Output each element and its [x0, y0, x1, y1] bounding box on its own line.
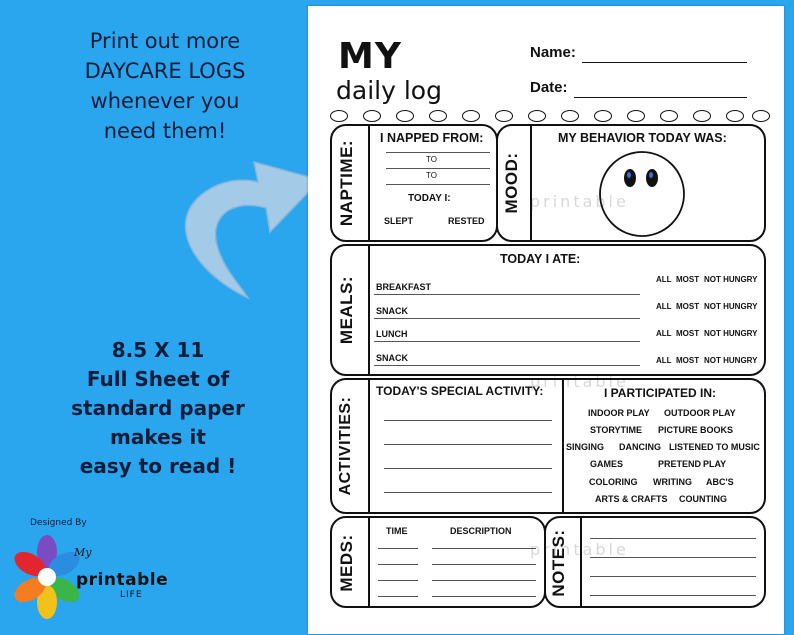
binder-hole — [726, 110, 744, 122]
binder-hole — [752, 110, 770, 122]
binder-hole — [561, 110, 579, 122]
notes-label: NOTES: — [549, 529, 568, 597]
activity-option[interactable]: OUTDOOR PLAY — [664, 408, 736, 418]
notes-line[interactable] — [590, 538, 756, 539]
meal-line[interactable] — [374, 318, 640, 319]
binder-hole — [495, 110, 513, 122]
watermark-text: printable — [530, 372, 629, 391]
activity-line[interactable] — [384, 420, 552, 421]
med-time-line[interactable] — [378, 596, 418, 597]
mood-header: MY BEHAVIOR TODAY WAS: — [558, 131, 727, 145]
divider — [368, 244, 370, 376]
meals-header: TODAY I ATE: — [500, 252, 581, 266]
meal-label: BREAKFAST — [376, 282, 432, 292]
activity-option[interactable]: COUNTING — [679, 494, 727, 504]
time-header: TIME — [386, 526, 408, 536]
activity-line[interactable] — [384, 492, 552, 493]
activity-option[interactable]: STORYTIME — [590, 425, 643, 435]
naptime-label: NAPTIME: — [337, 139, 356, 227]
meal-option[interactable]: NOT HUNGRY — [704, 275, 758, 284]
binder-hole — [693, 110, 711, 122]
promo-line: Full Sheet of — [86, 367, 230, 391]
brand-my: My — [74, 546, 92, 559]
med-desc-line[interactable] — [432, 596, 536, 597]
meal-label: SNACK — [376, 306, 409, 316]
meal-line[interactable] — [374, 341, 640, 342]
promo-line: Print out more — [89, 29, 241, 53]
activity-option[interactable]: PICTURE BOOKS — [658, 425, 734, 435]
meal-option[interactable]: ALL — [656, 329, 672, 338]
brand-name: printable — [76, 570, 169, 590]
activity-option[interactable]: ABC'S — [706, 477, 734, 487]
naptime-header: I NAPPED FROM: — [380, 131, 484, 145]
binder-hole — [462, 110, 480, 122]
promo-line: makes it — [110, 425, 206, 449]
binder-hole — [396, 110, 414, 122]
slept-option[interactable]: SLEPT — [384, 216, 414, 226]
to-label: TO — [426, 155, 437, 164]
activity-option[interactable]: LISTENED TO MUSIC — [669, 442, 760, 452]
med-time-line[interactable] — [378, 580, 418, 581]
binder-hole — [330, 110, 348, 122]
brand-life: LIFE — [120, 590, 143, 600]
med-desc-line[interactable] — [432, 548, 536, 549]
nap-to-line[interactable] — [386, 184, 490, 185]
brand-logo — [12, 532, 169, 627]
activity-option[interactable]: ARTS & CRAFTS — [595, 494, 668, 504]
date-field[interactable] — [574, 97, 747, 98]
activity-option[interactable]: INDOOR PLAY — [588, 408, 650, 418]
activity-line[interactable] — [384, 468, 552, 469]
meal-label: LUNCH — [376, 329, 408, 339]
nap-from-line[interactable] — [386, 152, 490, 153]
meal-option[interactable]: ALL — [656, 356, 672, 365]
meal-option[interactable]: ALL — [656, 302, 672, 311]
meal-option[interactable]: ALL — [656, 275, 672, 284]
binder-hole — [429, 110, 447, 122]
binder-hole — [363, 110, 381, 122]
notes-line[interactable] — [590, 595, 756, 596]
name-field[interactable] — [582, 62, 747, 63]
meds-label: MEDS: — [337, 534, 356, 592]
divider — [530, 124, 532, 242]
promo-line: 8.5 X 11 — [111, 338, 205, 362]
meal-label: SNACK — [376, 353, 409, 363]
binder-hole — [528, 110, 546, 122]
binder-hole — [660, 110, 678, 122]
description-header: DESCRIPTION — [450, 526, 512, 536]
watermark-text: printable — [530, 192, 629, 211]
activity-option[interactable]: WRITING — [653, 477, 692, 487]
divider — [580, 516, 582, 608]
promo-line: standard paper — [71, 396, 245, 420]
mood-label: MOOD: — [502, 152, 521, 214]
divider — [368, 516, 370, 608]
med-desc-line[interactable] — [432, 580, 536, 581]
activity-option[interactable]: SINGING — [566, 442, 605, 452]
daily-log-sheet — [308, 6, 784, 634]
name-label: Name: — [530, 44, 576, 61]
divider — [562, 378, 564, 514]
binder-hole — [594, 110, 612, 122]
med-time-line[interactable] — [378, 548, 418, 549]
promo-line: easy to read ! — [79, 454, 237, 478]
meal-line[interactable] — [374, 294, 640, 295]
promo-line: whenever you — [90, 89, 240, 113]
today-label: TODAY I: — [408, 193, 451, 204]
meal-option[interactable]: NOT HUNGRY — [704, 302, 758, 311]
rested-option[interactable]: RESTED — [448, 216, 485, 226]
activity-line[interactable] — [384, 444, 552, 445]
meals-label: MEALS: — [337, 275, 356, 345]
participated-header: I PARTICIPATED IN: — [604, 386, 716, 400]
med-time-line[interactable] — [378, 564, 418, 565]
binder-hole — [627, 110, 645, 122]
date-label: Date: — [530, 79, 568, 96]
activity-option[interactable]: DANCING — [619, 442, 661, 452]
logo-daily-log: daily log — [336, 76, 442, 105]
meal-option[interactable]: NOT HUNGRY — [704, 356, 758, 365]
meal-option[interactable]: MOST — [676, 329, 700, 338]
promo-bottom-text — [8, 336, 308, 481]
logo-my: MY — [338, 36, 402, 77]
watermark-text: printable — [530, 540, 629, 559]
activity-option[interactable]: GAMES — [590, 459, 624, 469]
activity-option[interactable]: PRETEND — [658, 459, 702, 469]
meal-option[interactable]: MOST — [676, 275, 700, 284]
meal-option[interactable]: MOST — [676, 356, 700, 365]
promo-line: DAYCARE LOGS — [84, 59, 246, 83]
promo-line: need them! — [103, 119, 227, 143]
meds-section — [330, 516, 546, 608]
notes-line[interactable] — [590, 576, 756, 577]
activity-option[interactable]: PLAY — [703, 459, 727, 469]
special-activity-header: TODAY'S SPECIAL ACTIVITY: — [376, 384, 544, 398]
nap-from-line[interactable] — [386, 168, 490, 169]
meal-line[interactable] — [374, 365, 640, 366]
to-label: TO — [426, 171, 437, 180]
notes-line[interactable] — [590, 557, 756, 558]
med-desc-line[interactable] — [432, 564, 536, 565]
smiley-face-icon[interactable] — [598, 150, 686, 238]
divider — [368, 378, 370, 514]
designed-by-label: Designed By — [30, 518, 87, 528]
activity-option[interactable]: COLORING — [589, 477, 638, 487]
meal-option[interactable]: MOST — [676, 302, 700, 311]
flower-icon — [12, 532, 82, 622]
meal-option[interactable]: NOT HUNGRY — [704, 329, 758, 338]
divider — [368, 124, 370, 242]
activities-label: ACTIVITIES: — [337, 396, 354, 496]
